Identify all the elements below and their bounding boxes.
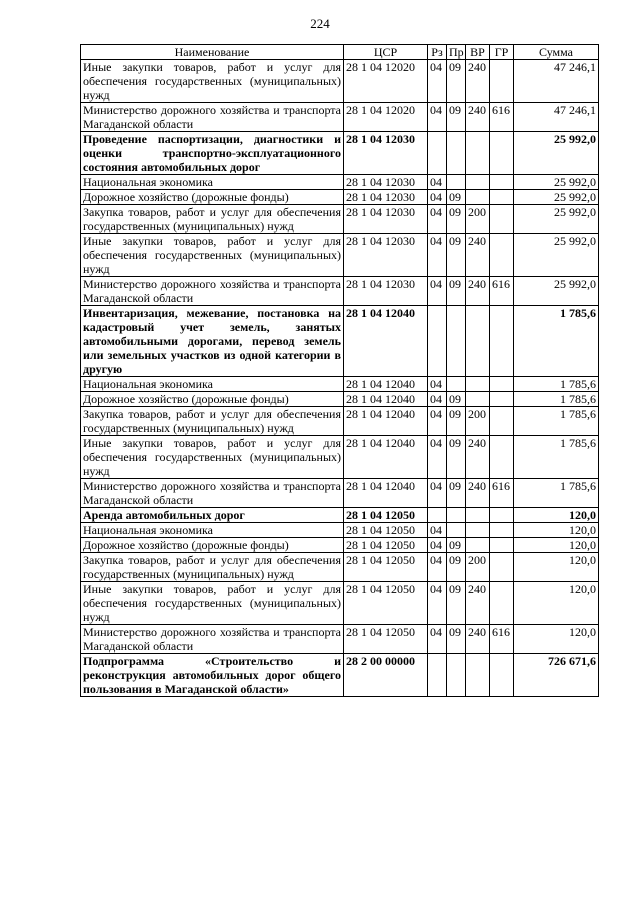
cell-rz: 04	[428, 625, 447, 654]
cell-pr: 09	[447, 538, 466, 553]
cell-pr	[447, 306, 466, 377]
cell-rz: 04	[428, 582, 447, 625]
table-row	[81, 277, 599, 306]
cell-gr	[490, 523, 514, 538]
cell-name: Министерство дорожного хозяйства и транспорта Магаданской области	[81, 625, 344, 654]
cell-rz: 04	[428, 479, 447, 508]
cell-pr: 09	[447, 60, 466, 103]
cell-csr: 28 1 04 12040	[344, 377, 428, 392]
table-row	[81, 407, 599, 436]
cell-pr: 09	[447, 103, 466, 132]
cell-gr: 616	[490, 277, 514, 306]
cell-name: Иные закупки товаров, работ и услуг для обеспечения государственных (муниципальных) нужд	[81, 582, 344, 625]
cell-rz: 04	[428, 523, 447, 538]
cell-sum: 1 785,6	[514, 479, 599, 508]
cell-csr: 28 1 04 12040	[344, 436, 428, 479]
cell-rz: 04	[428, 277, 447, 306]
cell-csr: 28 2 00 00000	[344, 654, 428, 697]
cell-gr	[490, 205, 514, 234]
cell-sum: 120,0	[514, 553, 599, 582]
cell-csr: 28 1 04 12020	[344, 60, 428, 103]
cell-vr	[466, 175, 490, 190]
cell-vr	[466, 306, 490, 377]
cell-vr	[466, 508, 490, 523]
cell-vr	[466, 377, 490, 392]
cell-rz	[428, 132, 447, 175]
cell-pr	[447, 523, 466, 538]
cell-name: Иные закупки товаров, работ и услуг для обеспечения государственных (муниципальных) нужд	[81, 234, 344, 277]
cell-sum: 25 992,0	[514, 190, 599, 205]
cell-pr: 09	[447, 436, 466, 479]
cell-sum: 25 992,0	[514, 277, 599, 306]
cell-rz: 04	[428, 190, 447, 205]
cell-rz: 04	[428, 103, 447, 132]
cell-gr	[490, 582, 514, 625]
cell-pr	[447, 175, 466, 190]
cell-csr: 28 1 04 12050	[344, 625, 428, 654]
cell-csr: 28 1 04 12040	[344, 392, 428, 407]
cell-pr: 09	[447, 625, 466, 654]
cell-sum: 25 992,0	[514, 132, 599, 175]
table-row	[81, 508, 599, 523]
cell-csr: 28 1 04 12050	[344, 553, 428, 582]
header-csr: ЦСР	[344, 45, 428, 60]
cell-vr	[466, 190, 490, 205]
cell-rz: 04	[428, 377, 447, 392]
cell-vr	[466, 132, 490, 175]
cell-vr: 240	[466, 103, 490, 132]
cell-name: Дорожное хозяйство (дорожные фонды)	[81, 538, 344, 553]
cell-gr	[490, 538, 514, 553]
cell-sum: 1 785,6	[514, 436, 599, 479]
cell-vr: 240	[466, 625, 490, 654]
cell-sum: 120,0	[514, 523, 599, 538]
cell-sum: 1 785,6	[514, 407, 599, 436]
cell-rz	[428, 508, 447, 523]
cell-csr: 28 1 04 12040	[344, 407, 428, 436]
cell-sum: 726 671,6	[514, 654, 599, 697]
cell-sum: 47 246,1	[514, 60, 599, 103]
cell-vr: 240	[466, 479, 490, 508]
cell-gr	[490, 392, 514, 407]
cell-gr	[490, 407, 514, 436]
cell-name: Подпрограмма «Строительство и реконструкция автомобильных дорог общего пользования в Магаданской области»	[81, 654, 344, 697]
cell-csr: 28 1 04 12020	[344, 103, 428, 132]
table-row	[81, 582, 599, 625]
cell-vr: 240	[466, 234, 490, 277]
budget-table	[80, 44, 599, 697]
cell-sum: 25 992,0	[514, 205, 599, 234]
cell-name: Закупка товаров, работ и услуг для обеспечения государственных (муниципальных) нужд	[81, 407, 344, 436]
cell-pr: 09	[447, 190, 466, 205]
cell-rz: 04	[428, 205, 447, 234]
header-sum: Сумма	[514, 45, 599, 60]
cell-name: Дорожное хозяйство (дорожные фонды)	[81, 190, 344, 205]
table-row	[81, 392, 599, 407]
cell-pr	[447, 508, 466, 523]
header-name: Наименование	[81, 45, 344, 60]
cell-gr	[490, 60, 514, 103]
cell-gr: 616	[490, 479, 514, 508]
cell-gr	[490, 436, 514, 479]
cell-name: Аренда автомобильных дорог	[81, 508, 344, 523]
table-row	[81, 654, 599, 697]
cell-sum: 1 785,6	[514, 392, 599, 407]
cell-vr: 240	[466, 60, 490, 103]
cell-pr: 09	[447, 407, 466, 436]
table-row	[81, 175, 599, 190]
cell-pr: 09	[447, 277, 466, 306]
cell-sum: 120,0	[514, 582, 599, 625]
cell-pr: 09	[447, 205, 466, 234]
cell-csr: 28 1 04 12050	[344, 523, 428, 538]
cell-sum: 120,0	[514, 538, 599, 553]
cell-gr: 616	[490, 625, 514, 654]
cell-name: Министерство дорожного хозяйства и транспорта Магаданской области	[81, 277, 344, 306]
cell-rz: 04	[428, 234, 447, 277]
table-row	[81, 538, 599, 553]
table-row	[81, 103, 599, 132]
cell-name: Дорожное хозяйство (дорожные фонды)	[81, 392, 344, 407]
header-pr: Пр	[447, 45, 466, 60]
cell-sum: 47 246,1	[514, 103, 599, 132]
cell-gr	[490, 234, 514, 277]
cell-pr: 09	[447, 479, 466, 508]
cell-pr: 09	[447, 234, 466, 277]
cell-csr: 28 1 04 12040	[344, 306, 428, 377]
cell-name: Национальная экономика	[81, 523, 344, 538]
cell-csr: 28 1 04 12050	[344, 508, 428, 523]
cell-pr	[447, 377, 466, 392]
cell-csr: 28 1 04 12030	[344, 277, 428, 306]
table-row	[81, 377, 599, 392]
cell-name: Национальная экономика	[81, 377, 344, 392]
cell-name: Национальная экономика	[81, 175, 344, 190]
cell-rz	[428, 654, 447, 697]
cell-rz: 04	[428, 553, 447, 582]
cell-pr	[447, 132, 466, 175]
table-row	[81, 436, 599, 479]
cell-vr: 240	[466, 277, 490, 306]
header-rz: Рз	[428, 45, 447, 60]
cell-csr: 28 1 04 12030	[344, 190, 428, 205]
table-body	[81, 60, 599, 697]
cell-rz: 04	[428, 436, 447, 479]
cell-pr: 09	[447, 392, 466, 407]
cell-pr	[447, 654, 466, 697]
header-vr: ВР	[466, 45, 490, 60]
cell-vr: 240	[466, 582, 490, 625]
cell-vr	[466, 392, 490, 407]
cell-sum: 1 785,6	[514, 377, 599, 392]
table-row	[81, 306, 599, 377]
cell-name: Закупка товаров, работ и услуг для обеспечения государственных (муниципальных) нужд	[81, 553, 344, 582]
cell-gr	[490, 190, 514, 205]
cell-sum: 25 992,0	[514, 234, 599, 277]
cell-csr: 28 1 04 12030	[344, 175, 428, 190]
cell-gr	[490, 132, 514, 175]
table-row	[81, 60, 599, 103]
table-row	[81, 523, 599, 538]
cell-rz: 04	[428, 538, 447, 553]
cell-csr: 28 1 04 12050	[344, 538, 428, 553]
table-row	[81, 625, 599, 654]
cell-name: Министерство дорожного хозяйства и транспорта Магаданской области	[81, 103, 344, 132]
cell-pr: 09	[447, 582, 466, 625]
cell-pr: 09	[447, 553, 466, 582]
cell-gr	[490, 508, 514, 523]
cell-sum: 25 992,0	[514, 175, 599, 190]
cell-name: Инвентаризация, межевание, постановка на кадастровый учет земель, занятых автомобильными дорогами, перевод земель или земельных участков из одной категории в другую	[81, 306, 344, 377]
cell-name: Закупка товаров, работ и услуг для обеспечения государственных (муниципальных) нужд	[81, 205, 344, 234]
cell-csr: 28 1 04 12030	[344, 205, 428, 234]
cell-vr	[466, 654, 490, 697]
cell-vr: 240	[466, 436, 490, 479]
cell-csr: 28 1 04 12030	[344, 234, 428, 277]
table-row	[81, 234, 599, 277]
cell-name: Министерство дорожного хозяйства и транспорта Магаданской области	[81, 479, 344, 508]
cell-vr: 200	[466, 553, 490, 582]
page-number: 224	[310, 16, 330, 31]
cell-sum: 120,0	[514, 508, 599, 523]
cell-csr: 28 1 04 12030	[344, 132, 428, 175]
cell-name: Иные закупки товаров, работ и услуг для обеспечения государственных (муниципальных) нужд	[81, 60, 344, 103]
header-gr: ГР	[490, 45, 514, 60]
table-row	[81, 190, 599, 205]
cell-rz: 04	[428, 407, 447, 436]
cell-sum: 120,0	[514, 625, 599, 654]
cell-csr: 28 1 04 12050	[344, 582, 428, 625]
cell-rz: 04	[428, 392, 447, 407]
cell-gr	[490, 654, 514, 697]
table-header-row	[81, 45, 599, 60]
cell-gr	[490, 553, 514, 582]
cell-rz	[428, 306, 447, 377]
cell-vr: 200	[466, 205, 490, 234]
cell-csr: 28 1 04 12040	[344, 479, 428, 508]
table-row	[81, 132, 599, 175]
cell-gr	[490, 377, 514, 392]
cell-gr: 616	[490, 103, 514, 132]
cell-name: Иные закупки товаров, работ и услуг для обеспечения государственных (муниципальных) нужд	[81, 436, 344, 479]
table-row	[81, 553, 599, 582]
cell-rz: 04	[428, 60, 447, 103]
cell-vr: 200	[466, 407, 490, 436]
cell-sum: 1 785,6	[514, 306, 599, 377]
cell-gr	[490, 306, 514, 377]
cell-rz: 04	[428, 175, 447, 190]
cell-name: Проведение паспортизации, диагностики и оценки транспортно-эксплуатационного состояния автомобильных дорог	[81, 132, 344, 175]
cell-gr	[490, 175, 514, 190]
cell-vr	[466, 538, 490, 553]
table-row	[81, 479, 599, 508]
cell-vr	[466, 523, 490, 538]
table-row	[81, 205, 599, 234]
